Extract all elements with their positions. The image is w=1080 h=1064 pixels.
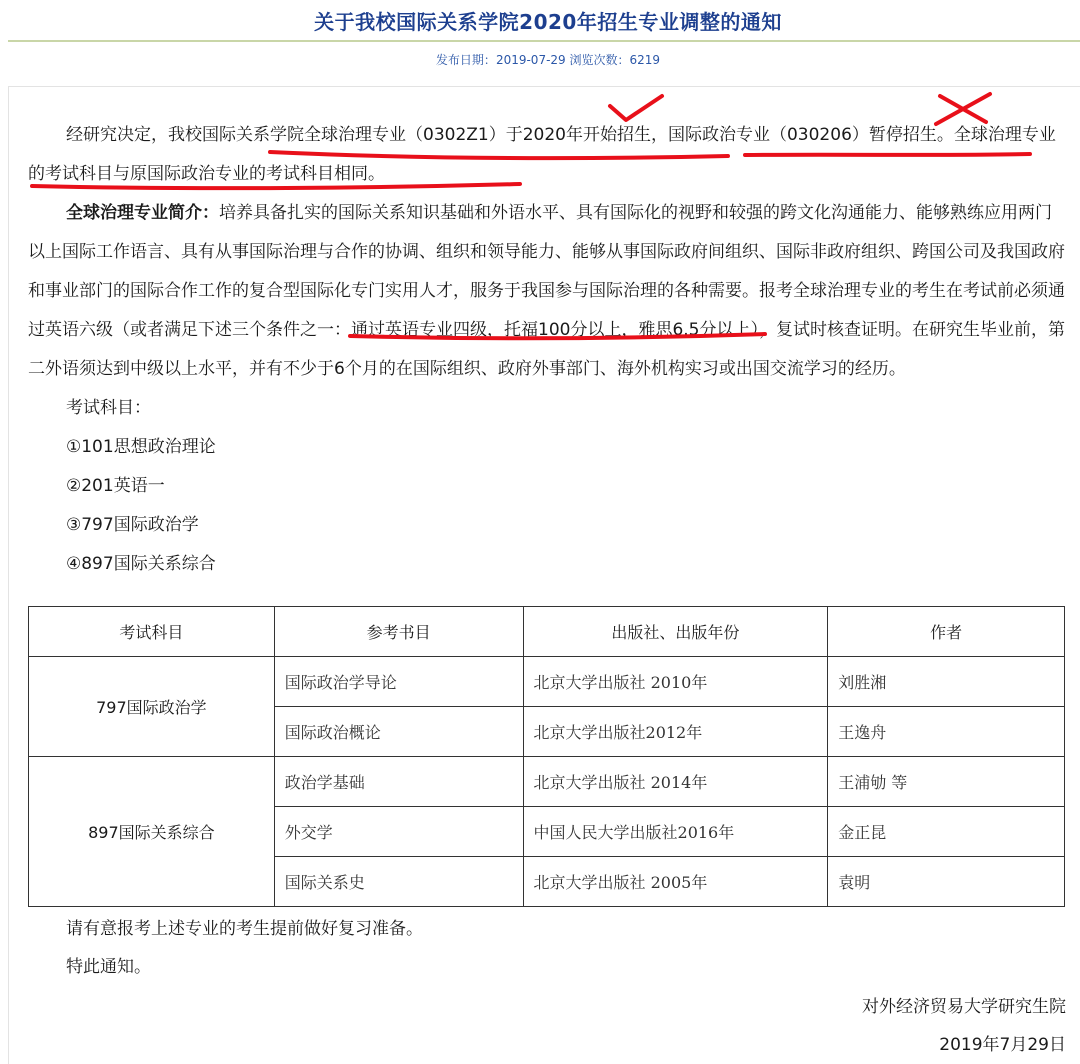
subject-item: ④897国际关系综合 bbox=[66, 554, 216, 574]
publish-date-label: 发布日期： bbox=[435, 53, 496, 67]
publish-meta bbox=[0, 51, 1080, 68]
closing-note: 请有意报考上述专业的考生提前做好复习准备。 bbox=[66, 919, 423, 939]
column-header: 作者 bbox=[828, 607, 1065, 657]
publisher-cell: 北京大学出版社2012年 bbox=[523, 707, 828, 757]
column-header: 出版社、出版年份 bbox=[523, 607, 828, 657]
article-body bbox=[28, 116, 1066, 584]
column-header: 考试科目 bbox=[29, 607, 275, 657]
closing-notice: 特此通知。 bbox=[66, 957, 151, 977]
book-cell: 国际政治概论 bbox=[274, 707, 523, 757]
closing-notes bbox=[28, 910, 1066, 986]
publish-date: 2019-07-29 bbox=[495, 53, 566, 67]
content-panel-border-left bbox=[8, 86, 9, 1064]
author-cell: 王浦劬 等 bbox=[828, 757, 1065, 807]
title-divider bbox=[8, 40, 1080, 42]
subject-cell: 897国际关系综合 bbox=[29, 757, 275, 907]
intro-heading: 全球治理专业简介： bbox=[66, 203, 219, 223]
reference-books-table bbox=[28, 606, 1065, 907]
book-cell: 政治学基础 bbox=[274, 757, 523, 807]
issuer-name: 对外经济贸易大学研究生院 bbox=[862, 997, 1066, 1017]
book-cell: 国际政治学导论 bbox=[274, 657, 523, 707]
paragraph-intro bbox=[28, 194, 1066, 389]
intro-body: 培养具备扎实的国际关系知识基础和外语水平、具有国际化的视野和较强的跨文化沟通能力、能够熟练应用两门以上国际工作语言、具有从事国际治理与合作的协调、组织和领导能力、能够从事国际政府间组织、国际非政府组织、跨国公司及我国政府和事业部门的国际合作工作的复合型国际化专门实用人才，服务于我国参与国际治理的各种需要。报考全球治理专业的考生在考试前必须通过英语六级（或者满足下述三个条件之一：通过英语专业四级，托福100分以上，雅思6.5分以上），复试时核查证明。在研究生毕业前，第二外语须达到中级以上水平，并有不少于6个月的在国际组织、政府外事部门、海外机构实习或出国交流学习的经历。 bbox=[28, 203, 1065, 379]
subject-item: ②201英语一 bbox=[66, 476, 165, 496]
author-cell: 袁明 bbox=[828, 857, 1065, 907]
table-row bbox=[29, 657, 1065, 707]
paragraph-decision: 经研究决定，我校国际关系学院全球治理专业（0302Z1）于2020年开始招生，国际政治专业（030206）暂停招生。全球治理专业的考试科目与原国际政治专业的考试科目相同。 bbox=[28, 125, 1056, 184]
publisher-cell: 北京大学出版社 2010年 bbox=[523, 657, 828, 707]
issue-date: 2019年7月29日 bbox=[939, 1035, 1066, 1055]
publisher-cell: 北京大学出版社 2005年 bbox=[523, 857, 828, 907]
author-cell: 刘胜湘 bbox=[828, 657, 1065, 707]
publisher-cell: 北京大学出版社 2014年 bbox=[523, 757, 828, 807]
subject-item: ①101思想政治理论 bbox=[66, 437, 216, 457]
signature-block bbox=[862, 988, 1066, 1064]
subjects-label: 考试科目： bbox=[66, 398, 151, 418]
author-cell: 金正昆 bbox=[828, 807, 1065, 857]
subject-item: ③797国际政治学 bbox=[66, 515, 199, 535]
table-row bbox=[29, 757, 1065, 807]
book-cell: 外交学 bbox=[274, 807, 523, 857]
column-header: 参考书目 bbox=[274, 607, 523, 657]
subject-cell: 797国际政治学 bbox=[29, 657, 275, 757]
author-cell: 王逸舟 bbox=[828, 707, 1065, 757]
table-header-row bbox=[29, 607, 1065, 657]
page-title: 关于我校国际关系学院2020年招生专业调整的通知 bbox=[314, 10, 782, 34]
content-panel-border bbox=[8, 86, 1080, 87]
publisher-cell: 中国人民大学出版社2016年 bbox=[523, 807, 828, 857]
view-count: 6219 bbox=[629, 53, 661, 67]
view-count-label: 浏览次数： bbox=[569, 53, 630, 67]
book-cell: 国际关系史 bbox=[274, 857, 523, 907]
